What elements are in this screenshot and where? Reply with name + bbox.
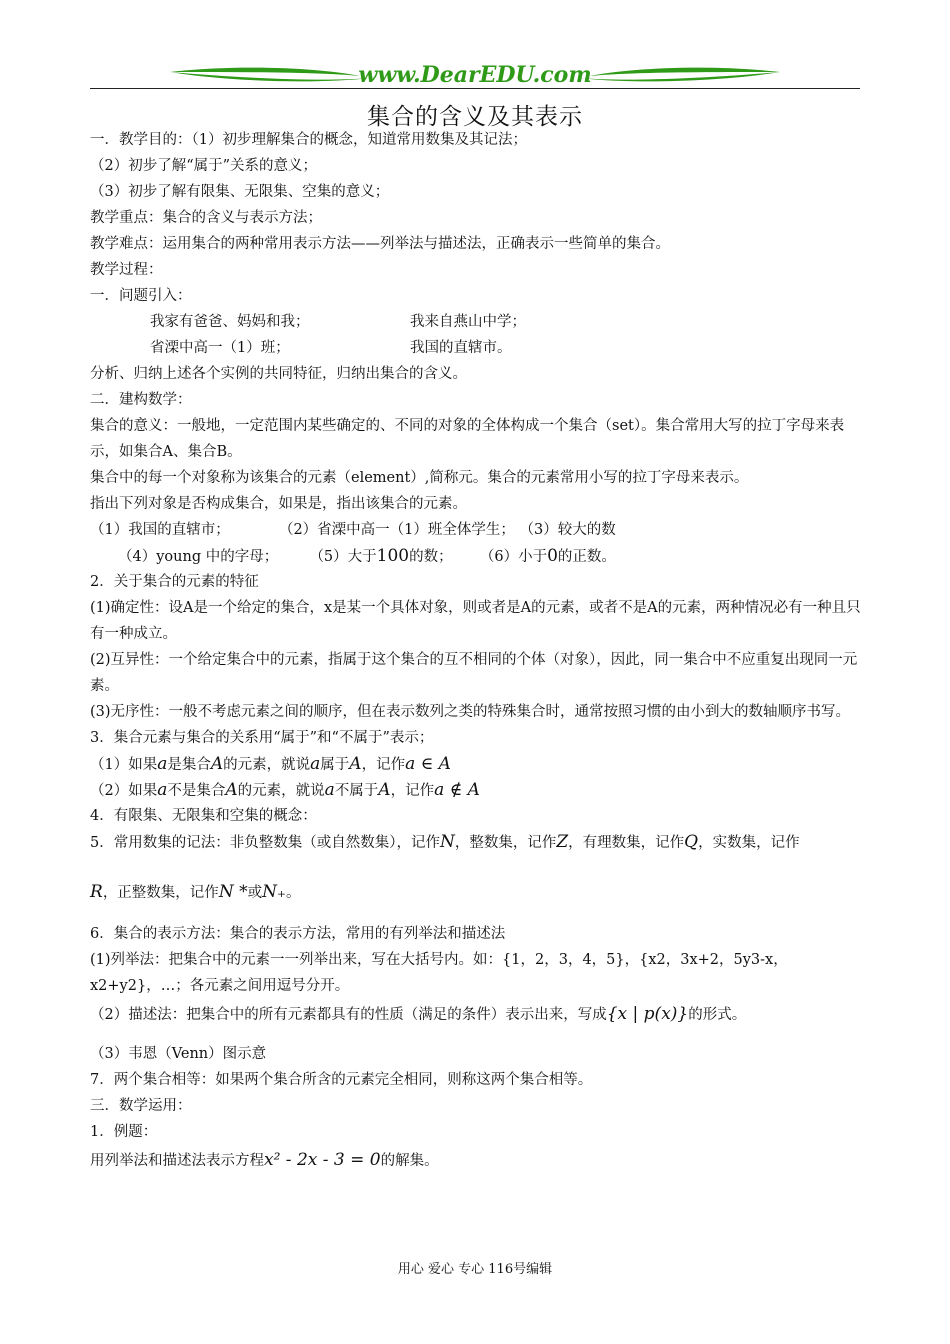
math-symbol: A: [349, 754, 362, 774]
text-run: ，记作: [361, 757, 406, 773]
math-symbol: A: [225, 780, 238, 800]
math-symbol: Z: [556, 832, 569, 852]
text-run: ，记作: [390, 783, 435, 799]
example-text: 我国的直辖市。: [410, 340, 512, 356]
text-run: （1）如果: [90, 757, 158, 773]
number-set-row: [90, 829, 865, 857]
math-expression: {x | p(x)}: [606, 1004, 689, 1024]
text-run: 属于: [320, 757, 350, 773]
question-item: （4）young 中的字母；: [118, 549, 279, 565]
question-item: （2）省溧中高一（1）班全体学生；: [278, 522, 515, 538]
question-item: 的正数。: [557, 549, 616, 565]
site-logo-banner: [90, 58, 860, 92]
example-row: [90, 309, 865, 335]
logo-text: www.DearEDU.com: [358, 62, 592, 88]
text-line: 2．关于集合的元素的特征: [90, 574, 259, 590]
text-run: ，有理数集，记作: [568, 835, 685, 851]
text-line: （2）初步了解“属于”关系的意义；: [90, 158, 318, 174]
text-line: 6．集合的表示方法：集合的表示方法，常用的有列举法和描述法: [90, 926, 506, 942]
math-symbol: a: [310, 754, 321, 774]
text-run: 的解集。: [380, 1153, 439, 1169]
text-run: 或: [247, 885, 263, 901]
text-line: 指出下列对象是否构成集合，如果是，指出该集合的元素。: [90, 496, 467, 512]
logo-swoosh-icon: [90, 58, 860, 92]
spacer: [90, 1029, 865, 1041]
text-line: 7．两个集合相等：如果两个集合所含的元素完全相同，则称这两个集合相等。: [90, 1072, 593, 1088]
text-run: 5．常用数集的记法：非负整数集（或自然数集），记作: [90, 835, 440, 851]
text-line: 一．问题引入：: [90, 288, 192, 304]
question-item: （6）小于: [479, 549, 548, 565]
text-run: 的元素，就说: [237, 783, 325, 799]
math-number: 0: [547, 546, 558, 566]
math-symbol: a: [157, 780, 168, 800]
question-row: [90, 543, 865, 569]
question-item: （3）较大的数: [519, 522, 616, 538]
example-text: 我家有爸爸、妈妈和我；: [150, 314, 310, 330]
paragraph: 集合的意义：一般地，一定范围内某些确定的、不同的对象的全体构成一个集合（set）。集合常用大写的拉丁字母来表示，如集合A、集合B。: [90, 418, 845, 460]
example-text: 省溧中高一（1）班；: [150, 340, 290, 356]
text-run: 的元素，就说: [223, 757, 311, 773]
text-run: （2）描述法：把集合中的所有元素都具有的性质（满足的条件）表示出来，写成: [90, 1007, 607, 1023]
text-line: 三．数学运用：: [90, 1098, 192, 1114]
math-symbol: N₊: [262, 882, 286, 902]
example-text: 我来自燕山中学；: [410, 314, 526, 330]
math-expression: x² - 2x - 3 = 0: [264, 1150, 381, 1170]
text-line: 一．教学目的：（1）初步理解集合的概念，知道常用数集及其记法；: [90, 132, 527, 148]
paragraph: (1)列举法：把集合中的元素一一列举出来，写在大括号内。如：{1，2，3，4，5}，{x2，3x+2，5y3-x，x2+y2}，…；各元素之间用逗号分开。: [90, 952, 788, 994]
text-run: 不属于: [334, 783, 379, 799]
math-expression: a ∈ A: [405, 754, 451, 774]
text-line: （3）初步了解有限集、无限集、空集的意义；: [90, 184, 390, 200]
text-run: ，实数集，记作: [698, 835, 800, 851]
text-line: 3．集合元素与集合的关系用“属于”和“不属于”表示；: [90, 730, 434, 746]
text-line: 1．例题：: [90, 1124, 158, 1140]
question-item: 的数；: [409, 549, 453, 565]
text-line: 集合中的每一个对象称为该集合的元素（element）,简称元。集合的元素常用小写的拉丁字母来表示。: [90, 470, 749, 486]
paragraph: (3)无序性：一般不考虑元素之间的顺序，但在表示数列之类的特殊集合时，通常按照习惯的由小到大的数轴顺序书写。: [90, 704, 851, 720]
page-title: 集合的含义及其表示: [367, 104, 583, 130]
text-line: 二．建构数学：: [90, 392, 192, 408]
math-number: 100: [376, 546, 410, 566]
math-symbol: N *: [218, 882, 248, 902]
text-run: 用列举法和描述法表示方程: [90, 1153, 264, 1169]
header-rule: [90, 88, 860, 89]
math-symbol: N: [439, 832, 455, 852]
text-line: （3）韦恩（Venn）图示意: [90, 1046, 267, 1062]
example-equation-row: [90, 1145, 865, 1175]
text-line: 4．有限集、无限集和空集的概念：: [90, 808, 317, 824]
paragraph: (2)互异性：一个给定集合中的元素，指属于这个集合的互不相同的个体（对象），因此，同一集合中不应重复出现同一元素。: [90, 652, 858, 694]
text-run: （2）如果: [90, 783, 158, 799]
paragraph: (1)确定性：设A是一个给定的集合，x是某一个具体对象，则或者是A的元素，或者不是A的元素，两种情况必有一种且只有一种成立。: [90, 600, 861, 642]
math-symbol: A: [210, 754, 224, 774]
text-run: ，正整数集，记作: [102, 885, 219, 901]
page-footer: 用心 爱心 专心 116号编辑: [397, 1262, 553, 1277]
text-line: 教学过程：: [90, 262, 163, 278]
math-symbol: R: [90, 882, 103, 902]
question-item: （1）我国的直辖市；: [90, 522, 230, 538]
membership-row: [90, 751, 865, 777]
question-row: [90, 517, 865, 543]
text-run: 。: [285, 885, 301, 901]
math-symbol: A: [378, 780, 391, 800]
math-symbol: a: [324, 780, 335, 800]
math-symbol: a: [157, 754, 168, 774]
document-body: [90, 127, 865, 1175]
spacer: [90, 909, 865, 921]
text-line: 教学重点：集合的含义与表示方法；: [90, 210, 322, 226]
membership-row: [90, 777, 865, 803]
example-row: [90, 335, 865, 361]
text-run: 的形式。: [688, 1007, 747, 1023]
text-run: 是集合: [167, 757, 211, 773]
number-set-row: [90, 875, 865, 909]
text-run: 不是集合: [167, 783, 226, 799]
text-run: ，整数集，记作: [454, 835, 557, 851]
text-line: 教学难点：运用集合的两种常用表示方法——列举法与描述法，正确表示一些简单的集合。: [90, 236, 670, 252]
spacer: [90, 857, 865, 875]
text-line: 分析、归纳上述各个实例的共同特征，归纳出集合的含义。: [90, 366, 467, 382]
question-item: （5）大于: [309, 549, 377, 565]
math-expression: a ∉ A: [434, 780, 480, 800]
description-row: [90, 999, 865, 1029]
math-symbol: Q: [684, 832, 699, 852]
